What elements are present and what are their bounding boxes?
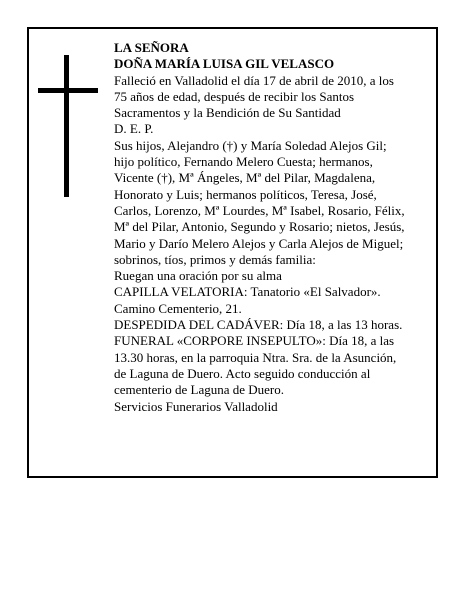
text-line: CAPILLA VELATORIA: Tanatorio «El Salvador». [114, 284, 381, 300]
cross-vertical-bar [64, 55, 69, 197]
text-line: hijo político, Fernando Melero Cuesta; hermanos, [114, 154, 373, 170]
text-line: 75 años de edad, después de recibir los Santos [114, 88, 355, 104]
text-line: DESPEDIDA DEL CADÁVER: Día 18, a las 13 horas. [114, 317, 403, 333]
text-line: sobrinos, tíos, primos y demás familia: [114, 251, 316, 267]
text-line: Carlos, Lorenzo, Mª Lourdes, Mª Isabel, Rosario, Félix, [114, 202, 405, 218]
text-line: de Laguna de Duero. Acto seguido conducción al [114, 365, 371, 381]
text-line: Servicios Funerarios Valladolid [114, 398, 278, 414]
text-line: Sus hijos, Alejandro (†) y María Soledad Alejos Gil; [114, 137, 387, 153]
text-line: Ruegan una oración por su alma [114, 268, 282, 284]
heading-deceased-name: DOÑA MARÍA LUISA GIL VELASCO [114, 56, 335, 72]
cross-horizontal-bar [38, 88, 98, 93]
text-line: Vicente (†), Mª Ángeles, Mª del Pilar, Magdalena, [114, 170, 376, 186]
latin-cross-icon [38, 55, 98, 197]
text-line: Sacramentos y la Bendición de Su Santidad [114, 105, 341, 121]
text-line: D. E. P. [114, 121, 154, 137]
text-line: FUNERAL «CORPORE INSEPULTO»: Día 18, a las [114, 333, 395, 349]
text-line: 13.30 horas, en la parroquia Ntra. Sra. de la Asunción, [114, 349, 397, 365]
heading-title: LA SEÑORA [114, 40, 189, 55]
text-line: Honorato y Luis; hermanos políticos, Teresa, José, [114, 186, 377, 202]
text-line: Falleció en Valladolid el día 17 de abril de 2010, a los [114, 72, 394, 88]
text-line: Camino Cementerio, 21. [114, 300, 242, 316]
text-line: cementerio de Laguna de Duero. [114, 382, 285, 398]
obituary-text [114, 40, 432, 415]
text-line: Mario y Darío Melero Alejos y Carla Alejos de Miguel; [114, 235, 404, 251]
text-line: Mª del Pilar, Antonio, Segundo y Rosario; nietos, Jesús, [114, 219, 405, 235]
